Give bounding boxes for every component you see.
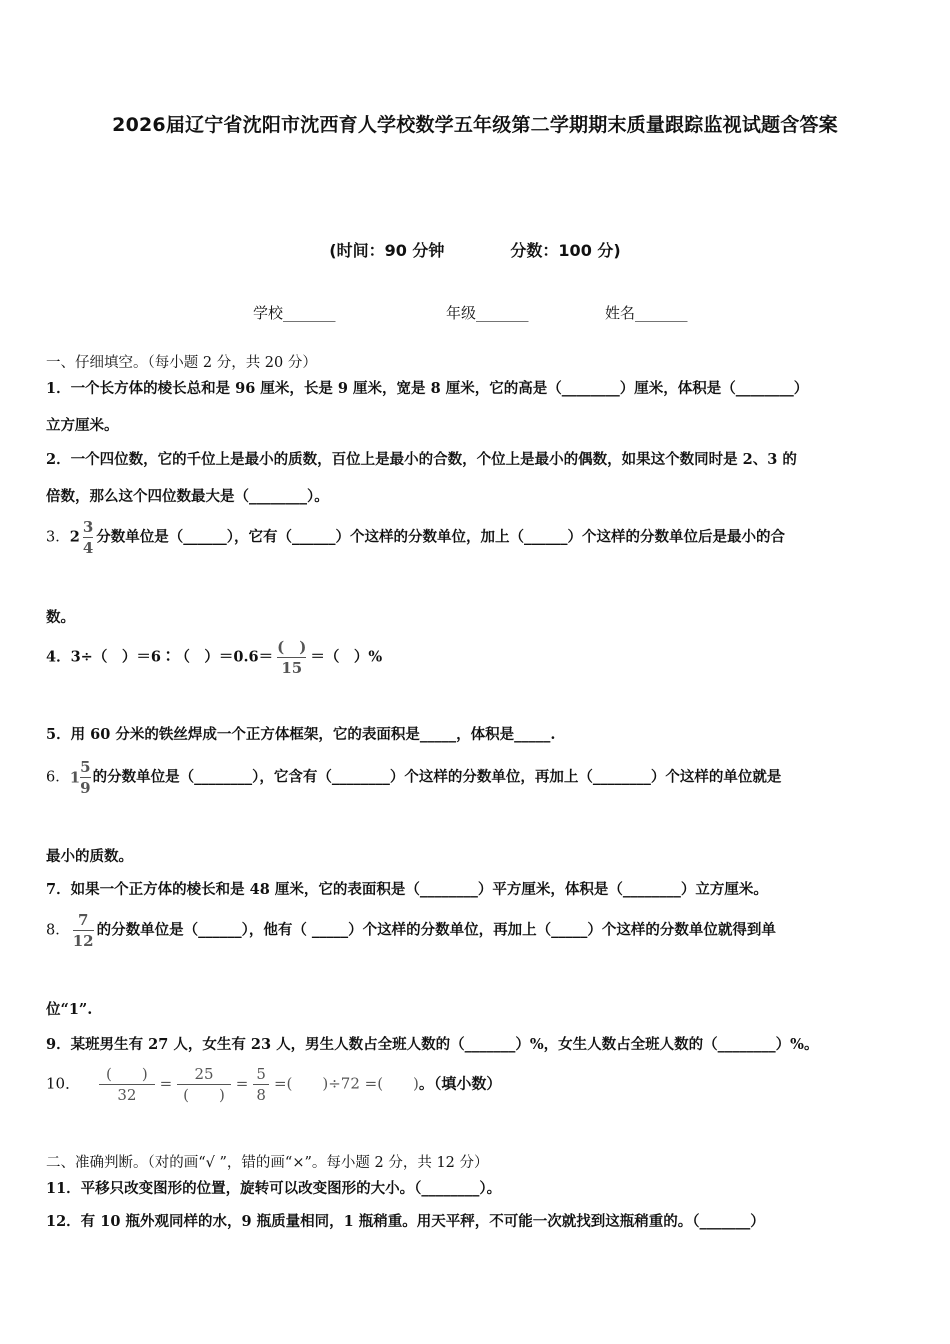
time-label: (时间：90 分钟 xyxy=(329,241,445,260)
question-10-f3-numerator: 5 xyxy=(256,1065,266,1083)
question-1-line-1: 1．一个长方体的棱长总和是 96 厘米，长是 9 厘米，宽是 8 厘米，它的高是（________）厘米，体积是（________） xyxy=(46,380,809,397)
question-8-number: 8． xyxy=(46,922,70,939)
question-10-f1-denominator: 32 xyxy=(117,1086,137,1104)
question-11: 11．平移只改变图形的位置，旋转可以改变图形的大小。（________）。 xyxy=(46,1180,502,1197)
exam-meta xyxy=(0,238,950,261)
question-3-numerator: 3 xyxy=(82,518,94,536)
question-10 xyxy=(46,1065,501,1104)
question-6 xyxy=(46,758,781,797)
question-6-line-2: 最小的质数。 xyxy=(46,848,133,865)
question-10-equals-1: = xyxy=(159,1074,173,1093)
question-4-text: 4．3÷（ ）＝6∶（ ）＝0.6＝ xyxy=(46,648,274,666)
question-9: 9．某班男生有 27 人，女生有 23 人，男生人数占全班人数的（_______）%，女生人数占全班人数的（________）%。 xyxy=(46,1036,819,1053)
question-8-denominator: 12 xyxy=(72,932,94,950)
question-12: 12．有 10 瓶外观同样的水，9 瓶质量相同，1 瓶稍重。用天平秤，不可能一次就找到这瓶稍重的。（_______） xyxy=(46,1213,765,1230)
question-3-number: 3． xyxy=(46,529,70,546)
question-5: 5．用 60 分米的铁丝焊成一个正方体框架，它的表面积是_____，体积是_____. xyxy=(46,726,556,743)
question-6-text: 的分数单位是（________），它含有（________）个这样的分数单位，再加上（________）个这样的单位就是 xyxy=(92,768,782,786)
question-3 xyxy=(46,518,785,557)
section-1-heading: 一、仔细填空。（每小题 2 分，共 20 分） xyxy=(46,355,317,371)
question-10-f3-denominator: 8 xyxy=(256,1086,266,1104)
question-10-fraction-3 xyxy=(253,1065,269,1104)
question-3-fraction xyxy=(83,518,93,557)
grade-field[interactable]: 年级_______ xyxy=(446,304,529,322)
question-10-f2-numerator: 25 xyxy=(194,1065,214,1083)
question-3-whole: 2 xyxy=(69,528,80,546)
section-2-heading: 二、准确判断。（对的画“√ ”，错的画“×”。每小题 2 分，共 12 分） xyxy=(46,1155,489,1171)
question-8-numerator: 7 xyxy=(77,911,89,929)
question-4-denominator: 15 xyxy=(281,659,303,677)
question-8-line-2: 位“1”. xyxy=(46,1001,93,1018)
question-8 xyxy=(46,911,776,950)
question-10-f2-denominator: ( ) xyxy=(183,1086,225,1104)
question-6-fraction xyxy=(80,758,90,797)
score-label: 分数：100 分) xyxy=(510,241,621,260)
name-field[interactable]: 姓名_______ xyxy=(605,304,688,322)
question-10-fraction-2 xyxy=(177,1065,231,1104)
school-field[interactable]: 学校_______ xyxy=(253,304,336,322)
question-10-equals-2: = xyxy=(235,1074,249,1093)
question-3-text: 分数单位是（______），它有（______）个这样的分数单位，加上（______）个这样的分数单位后是最小的合 xyxy=(96,528,786,546)
question-8-text: 的分数单位是（______），他有（ _____）个这样的分数单位，再加上（_____）个这样的分数单位就得到单 xyxy=(96,921,776,939)
question-10-division: =( )÷72 =( ) xyxy=(273,1074,419,1093)
question-2-line-2: 倍数，那么这个四位数最大是（________）。 xyxy=(46,488,329,505)
question-6-whole: 1 xyxy=(69,768,81,787)
question-3-line-2: 数。 xyxy=(46,609,75,626)
question-10-number: 10． xyxy=(46,1074,81,1093)
question-10-f1-numerator: ( ) xyxy=(106,1065,148,1083)
question-6-number: 6． xyxy=(46,769,70,786)
question-3-denominator: 4 xyxy=(82,539,94,557)
question-10-tail: 。（填小数） xyxy=(418,1074,502,1093)
question-1-line-2: 立方厘米。 xyxy=(46,417,119,434)
question-10-fraction-1 xyxy=(99,1065,155,1104)
document-title: 2026届辽宁省沈阳市沈西育人学校数学五年级第二学期期末质量跟踪监视试题含答案 xyxy=(112,114,838,136)
question-7: 7．如果一个正方体的棱长和是 48 厘米，它的表面积是（________）平方厘米，体积是（________）立方厘米。 xyxy=(46,881,768,898)
question-2-line-1: 2．一个四位数，它的千位上是最小的质数，百位上是最小的合数，个位上是最小的偶数，如果这个数同时是 2、3 的 xyxy=(46,451,797,468)
question-4-fraction xyxy=(277,638,306,677)
question-4-numerator: ( ) xyxy=(277,638,307,656)
question-6-numerator: 5 xyxy=(80,758,91,776)
question-6-denominator: 9 xyxy=(80,779,91,797)
question-8-fraction xyxy=(73,911,94,950)
question-4 xyxy=(46,638,382,677)
question-4-tail: ＝（ ）% xyxy=(310,648,383,666)
